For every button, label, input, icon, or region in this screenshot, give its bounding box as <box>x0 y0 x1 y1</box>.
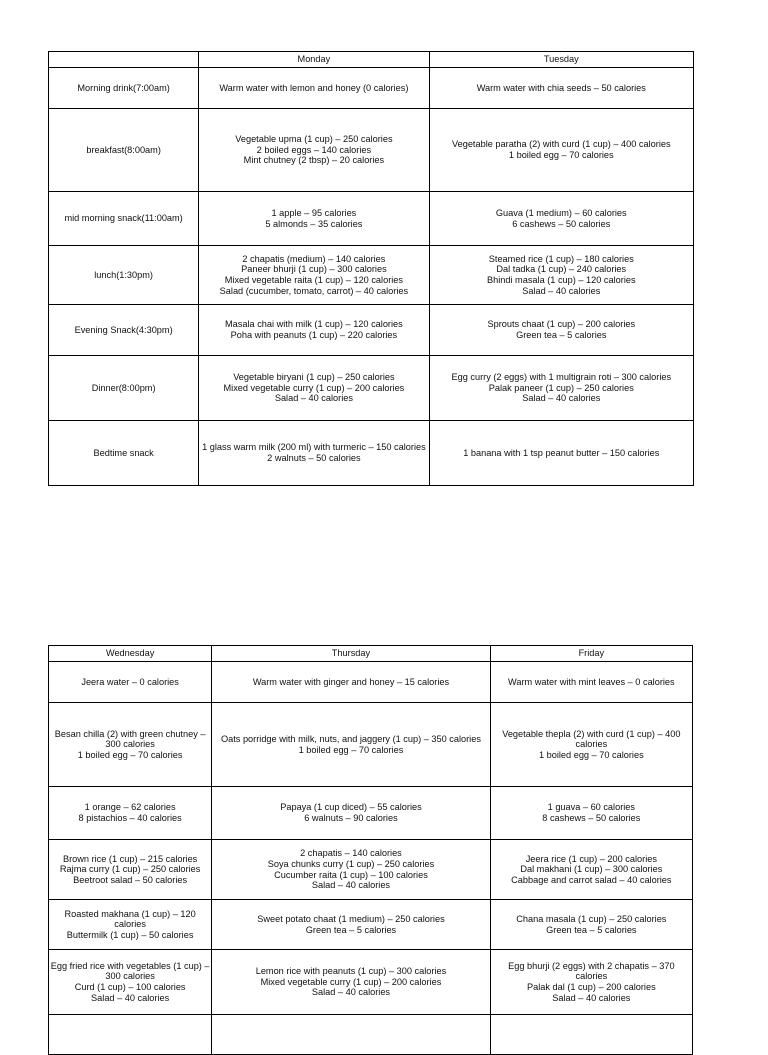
table-cell-col-2: Warm water with lemon and honey (0 calories) <box>199 68 429 109</box>
table-cell-col-1: Jeera water – 0 calories <box>49 662 212 703</box>
table-cell-col-1: Dinner(8:00pm) <box>49 356 199 421</box>
header-cell-col-3: Friday <box>490 646 692 662</box>
header-cell-col-2: Monday <box>199 52 429 68</box>
meal-plan-table-wednesday-friday <box>48 645 693 1055</box>
table-row <box>49 356 694 421</box>
header-cell-col-2: Thursday <box>212 646 490 662</box>
table-cell-col-1: mid morning snack(11:00am) <box>49 192 199 246</box>
table-cell-col-1: Morning drink(7:00am) <box>49 68 199 109</box>
table-cell-col-3: Chana masala (1 cup) – 250 calories Green tea – 5 calories <box>490 900 692 950</box>
table-cell-col-3 <box>490 1015 692 1055</box>
table-cell-col-2: 1 apple – 95 calories 5 almonds – 35 calories <box>199 192 429 246</box>
header-cell-col-3: Tuesday <box>429 52 693 68</box>
table-cell-col-2 <box>212 1015 490 1055</box>
table-cell-col-1: Evening Snack(4:30pm) <box>49 305 199 356</box>
table-row <box>49 192 694 246</box>
table-cell-col-3: Sprouts chaat (1 cup) – 200 calories Green tea – 5 calories <box>429 305 693 356</box>
table-cell-col-3: Guava (1 medium) – 60 calories 6 cashews – 50 calories <box>429 192 693 246</box>
table-row <box>49 787 693 840</box>
table-row <box>49 950 693 1015</box>
table-cell-col-2: Masala chai with milk (1 cup) – 120 calories Poha with peanuts (1 cup) – 220 calories <box>199 305 429 356</box>
table-cell-col-3: Egg bhurji (2 eggs) with 2 chapatis – 370 calories Palak dal (1 cup) – 200 calories Salad – 40 calories <box>490 950 692 1015</box>
table-row <box>49 421 694 486</box>
table-row <box>49 305 694 356</box>
table-row <box>49 1015 693 1055</box>
table-cell-col-1 <box>49 1015 212 1055</box>
table-row <box>49 246 694 305</box>
table-cell-col-2: Sweet potato chaat (1 medium) – 250 calories Green tea – 5 calories <box>212 900 490 950</box>
table-row <box>49 68 694 109</box>
table-row <box>49 703 693 787</box>
table-cell-col-1: Besan chilla (2) with green chutney – 300 calories 1 boiled egg – 70 calories <box>49 703 212 787</box>
header-row <box>49 52 694 68</box>
table-cell-col-2: 2 chapatis (medium) – 140 calories Paneer bhurji (1 cup) – 300 calories Mixed vegetable raita (1 cup) – 120 calories Salad (cucumber, tomato, carrot) – 40 calories <box>199 246 429 305</box>
table-cell-col-1: 1 orange – 62 calories 8 pistachios – 40 calories <box>49 787 212 840</box>
table-cell-col-3: 1 guava – 60 calories 8 cashews – 50 calories <box>490 787 692 840</box>
meal-plan-table-monday-tuesday <box>48 51 694 486</box>
table-cell-col-2: Lemon rice with peanuts (1 cup) – 300 calories Mixed vegetable curry (1 cup) – 200 calories Salad – 40 calories <box>212 950 490 1015</box>
table-cell-col-2: 2 chapatis – 140 calories Soya chunks curry (1 cup) – 250 calories Cucumber raita (1 cup) – 100 calories Salad – 40 calories <box>212 840 490 900</box>
header-cell-col-1: Wednesday <box>49 646 212 662</box>
table-row <box>49 900 693 950</box>
table-cell-col-2: Oats porridge with milk, nuts, and jaggery (1 cup) – 350 calories 1 boiled egg – 70 calories <box>212 703 490 787</box>
table-cell-col-1: lunch(1:30pm) <box>49 246 199 305</box>
table-cell-col-3: Egg curry (2 eggs) with 1 multigrain roti – 300 calories Palak paneer (1 cup) – 250 calories Salad – 40 calories <box>429 356 693 421</box>
table-cell-col-1: breakfast(8:00am) <box>49 109 199 192</box>
header-cell-col-1 <box>49 52 199 68</box>
table-cell-col-3: Jeera rice (1 cup) – 200 calories Dal makhani (1 cup) – 300 calories Cabbage and carrot salad – 40 calories <box>490 840 692 900</box>
table-cell-col-3: Steamed rice (1 cup) – 180 calories Dal tadka (1 cup) – 240 calories Bhindi masala (1 cup) – 120 calories Salad – 40 calories <box>429 246 693 305</box>
table-cell-col-2: Warm water with ginger and honey – 15 calories <box>212 662 490 703</box>
table-cell-col-3: Vegetable paratha (2) with curd (1 cup) – 400 calories 1 boiled egg – 70 calories <box>429 109 693 192</box>
table-cell-col-1: Bedtime snack <box>49 421 199 486</box>
table-cell-col-3: Vegetable thepla (2) with curd (1 cup) – 400 calories 1 boiled egg – 70 calories <box>490 703 692 787</box>
table-cell-col-1: Egg fried rice with vegetables (1 cup) – 300 calories Curd (1 cup) – 100 calories Salad – 40 calories <box>49 950 212 1015</box>
table-cell-col-2: Papaya (1 cup diced) – 55 calories 6 walnuts – 90 calories <box>212 787 490 840</box>
table-cell-col-3: 1 banana with 1 tsp peanut butter – 150 calories <box>429 421 693 486</box>
table-cell-col-2: Vegetable upma (1 cup) – 250 calories 2 boiled eggs – 140 calories Mint chutney (2 tbsp) – 20 calories <box>199 109 429 192</box>
table-cell-col-3: Warm water with mint leaves – 0 calories <box>490 662 692 703</box>
table-cell-col-1: Brown rice (1 cup) – 215 calories Rajma curry (1 cup) – 250 calories Beetroot salad – 50 calories <box>49 840 212 900</box>
table-cell-col-3: Warm water with chia seeds – 50 calories <box>429 68 693 109</box>
table-row <box>49 662 693 703</box>
table-cell-col-2: Vegetable biryani (1 cup) – 250 calories Mixed vegetable curry (1 cup) – 200 calories Salad – 40 calories <box>199 356 429 421</box>
table-row <box>49 840 693 900</box>
header-row <box>49 646 693 662</box>
table-cell-col-2: 1 glass warm milk (200 ml) with turmeric – 150 calories 2 walnuts – 50 calories <box>199 421 429 486</box>
table-cell-col-1: Roasted makhana (1 cup) – 120 calories Buttermilk (1 cup) – 50 calories <box>49 900 212 950</box>
table-row <box>49 109 694 192</box>
